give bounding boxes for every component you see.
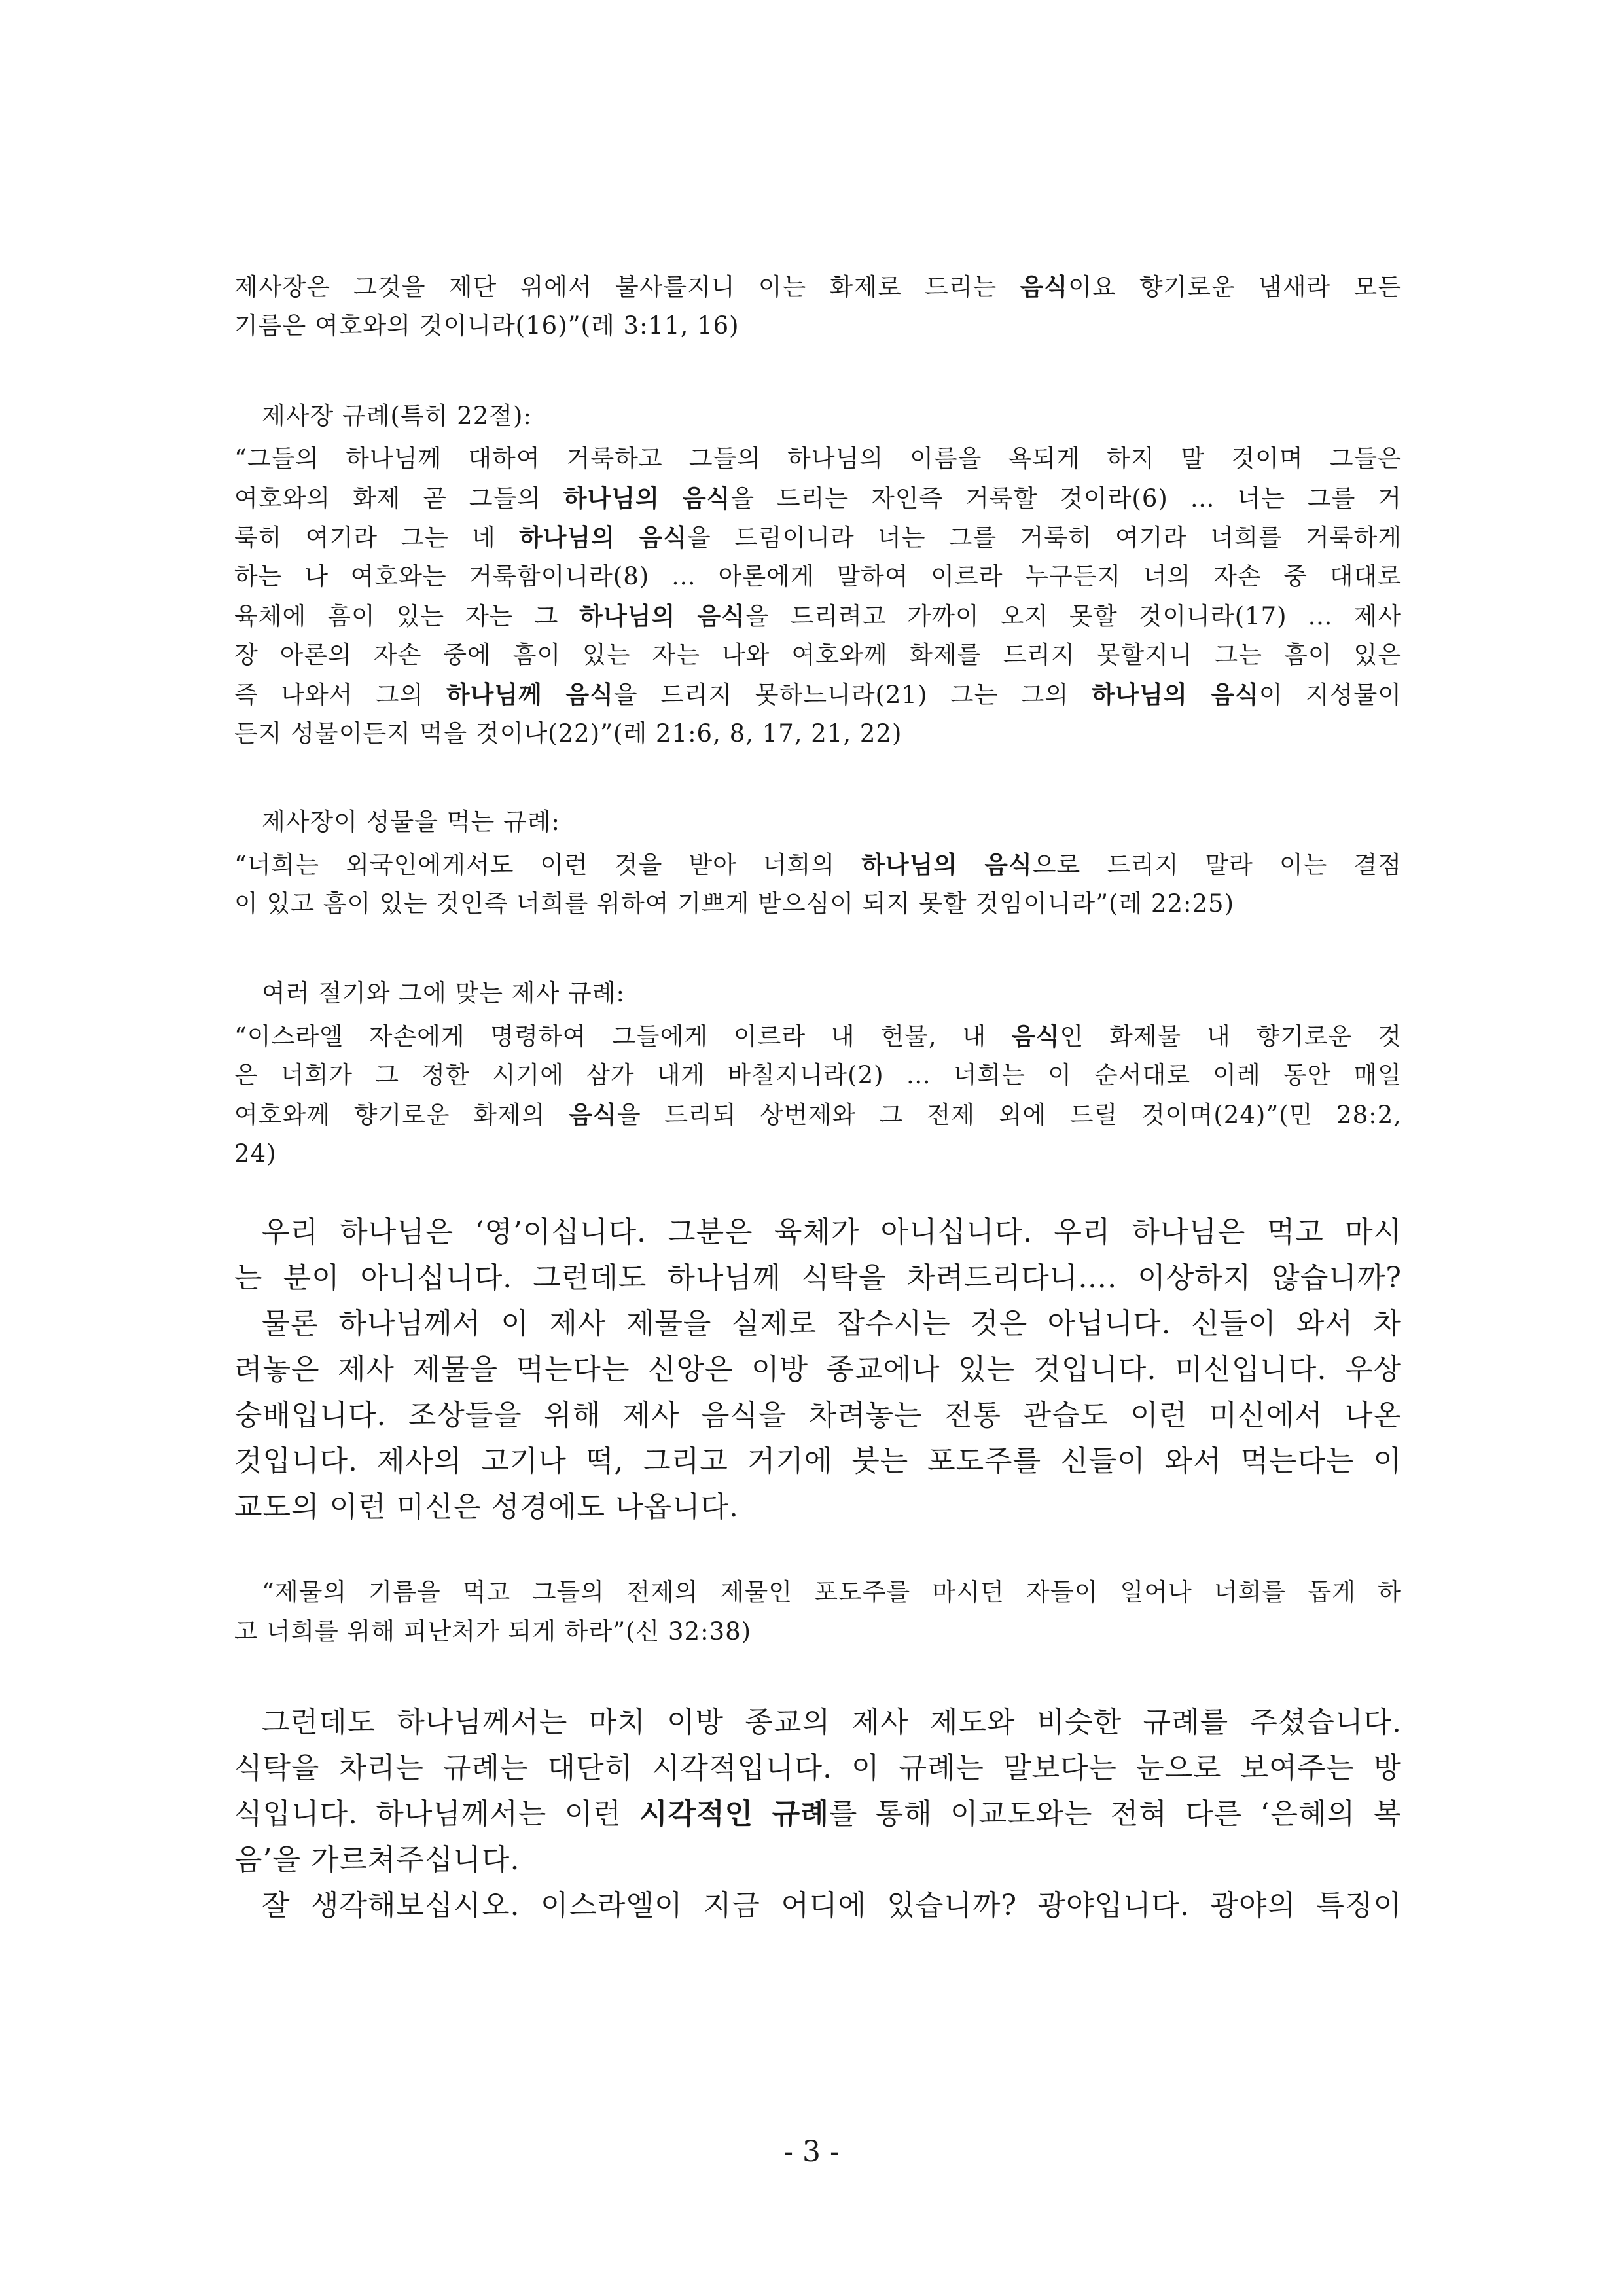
text-line: 기름은 여호와의 것이니라(16)”(레 3:11, 16) bbox=[234, 312, 740, 340]
text-line: 여호와께 향기로운 화제의 음식을 드리되 상번제와 그 전제 외에 드릴 것이며(24)”(민 28:2, bbox=[234, 1100, 1402, 1129]
text-line: 교도의 이런 미신은 성경에도 나옵니다. bbox=[234, 1490, 739, 1524]
text-line: 식탁을 차리는 규례는 대단히 시각적입니다. 이 규례는 말보다는 눈으로 보여주는 방 bbox=[234, 1751, 1402, 1785]
text-line: 우리 하나님은 ‘영’이십니다. 그분은 육체가 아니십니다. 우리 하나님은 먹고 마시 bbox=[262, 1215, 1402, 1249]
text-line: 여호와의 화제 곧 그들의 하나님의 음식을 드리는 자인즉 거룩할 것이라(6) … 너는 그를 거 bbox=[234, 484, 1402, 512]
text-line: 잘 생각해보십시오. 이스라엘이 지금 어디에 있습니까? 광야입니다. 광야의 특징이 bbox=[262, 1889, 1402, 1922]
text-line: 장 아론의 자손 중에 흠이 있는 자는 나와 여호와께 화제를 드리지 못할지니 그는 흠이 있은 bbox=[234, 641, 1402, 669]
text-line: 는 분이 아니십니다. 그런데도 하나님께 식탁을 차려드리다니…. 이상하지 않습니까? bbox=[234, 1261, 1402, 1295]
section-heading: 제사장이 성물을 먹는 규례: bbox=[262, 808, 560, 836]
text-line: 고 너희를 위해 피난처가 되게 하라”(신 32:38) bbox=[234, 1617, 752, 1645]
text-line: “제물의 기름을 먹고 그들의 전제의 제물인 포도주를 마시던 자들이 일어나 너희를 돕게 하 bbox=[262, 1578, 1402, 1606]
text-line: 하는 나 여호와는 거룩함이니라(8) … 아론에게 말하여 이르라 누구든지 너의 자손 중 대대로 bbox=[234, 562, 1402, 590]
text-line: 룩히 여기라 그는 네 하나님의 음식을 드림이니라 너는 그를 거룩히 여기라 너희를 거룩하게 bbox=[234, 523, 1402, 552]
text-line: 물론 하나님께서 이 제사 제물을 실제로 잡수시는 것은 아닙니다. 신들이 와서 차 bbox=[262, 1307, 1402, 1340]
text-line: 제사장은 그것을 제단 위에서 불사를지니 이는 화제로 드리는 음식이요 향기로운 냄새라 모든 bbox=[234, 272, 1402, 301]
text-line: 려놓은 제사 제물을 먹는다는 신앙은 이방 종교에나 있는 것입니다. 미신입니다. 우상 bbox=[234, 1353, 1402, 1386]
text-line: 은 너희가 그 정한 시기에 삼가 내게 바칠지니라(2) … 너희는 이 순서대로 이레 동안 매일 bbox=[234, 1061, 1402, 1089]
text-line: 육체에 흠이 있는 자는 그 하나님의 음식을 드리려고 가까이 오지 못할 것이니라(17) … 제사 bbox=[234, 601, 1402, 630]
text-line: 즉 나와서 그의 하나님께 음식을 드리지 못하느니라(21) 그는 그의 하나님의 음식이 지성물이 bbox=[234, 680, 1402, 709]
text-line: “너희는 외국인에게서도 이런 것을 받아 너희의 하나님의 음식으로 드리지 말라 이는 결점 bbox=[234, 850, 1402, 879]
text-line: 이 있고 흠이 있는 것인즉 너희를 위하여 기쁘게 받으심이 되지 못할 것임이니라”(레 22:25) bbox=[234, 889, 1235, 918]
page-number: - 3 - bbox=[783, 2135, 840, 2168]
text-line: 음’을 가르쳐주십니다. bbox=[234, 1843, 520, 1876]
text-line: “그들의 하나님께 대하여 거룩하고 그들의 하나님의 이름을 욕되게 하지 말 것이며 그들은 bbox=[234, 444, 1402, 473]
text-line: 식입니다. 하나님께서는 이런 시각적인 규례를 통해 이교도와는 전혀 다른 ‘은혜의 복 bbox=[234, 1797, 1402, 1831]
text-line: 24) bbox=[234, 1139, 277, 1168]
text-line: 숭배입니다. 조상들을 위해 제사 음식을 차려놓는 전통 관습도 이런 미신에서 나온 bbox=[234, 1399, 1402, 1432]
text-line: 그런데도 하나님께서는 마치 이방 종교의 제사 제도와 비슷한 규례를 주셨습니다. bbox=[262, 1706, 1402, 1739]
text-line: “이스라엘 자손에게 명령하여 그들에게 이르라 내 헌물, 내 음식인 화제물 내 향기로운 것 bbox=[234, 1022, 1402, 1050]
text-line: 것입니다. 제사의 고기나 떡, 그리고 거기에 붓는 포도주를 신들이 와서 먹는다는 이 bbox=[234, 1444, 1402, 1478]
section-heading: 여러 절기와 그에 맞는 제사 규례: bbox=[262, 979, 625, 1007]
text-line: 든지 성물이든지 먹을 것이나(22)”(레 21:6, 8, 17, 21, 22) bbox=[234, 719, 902, 747]
section-heading: 제사장 규례(특히 22절): bbox=[262, 402, 532, 430]
